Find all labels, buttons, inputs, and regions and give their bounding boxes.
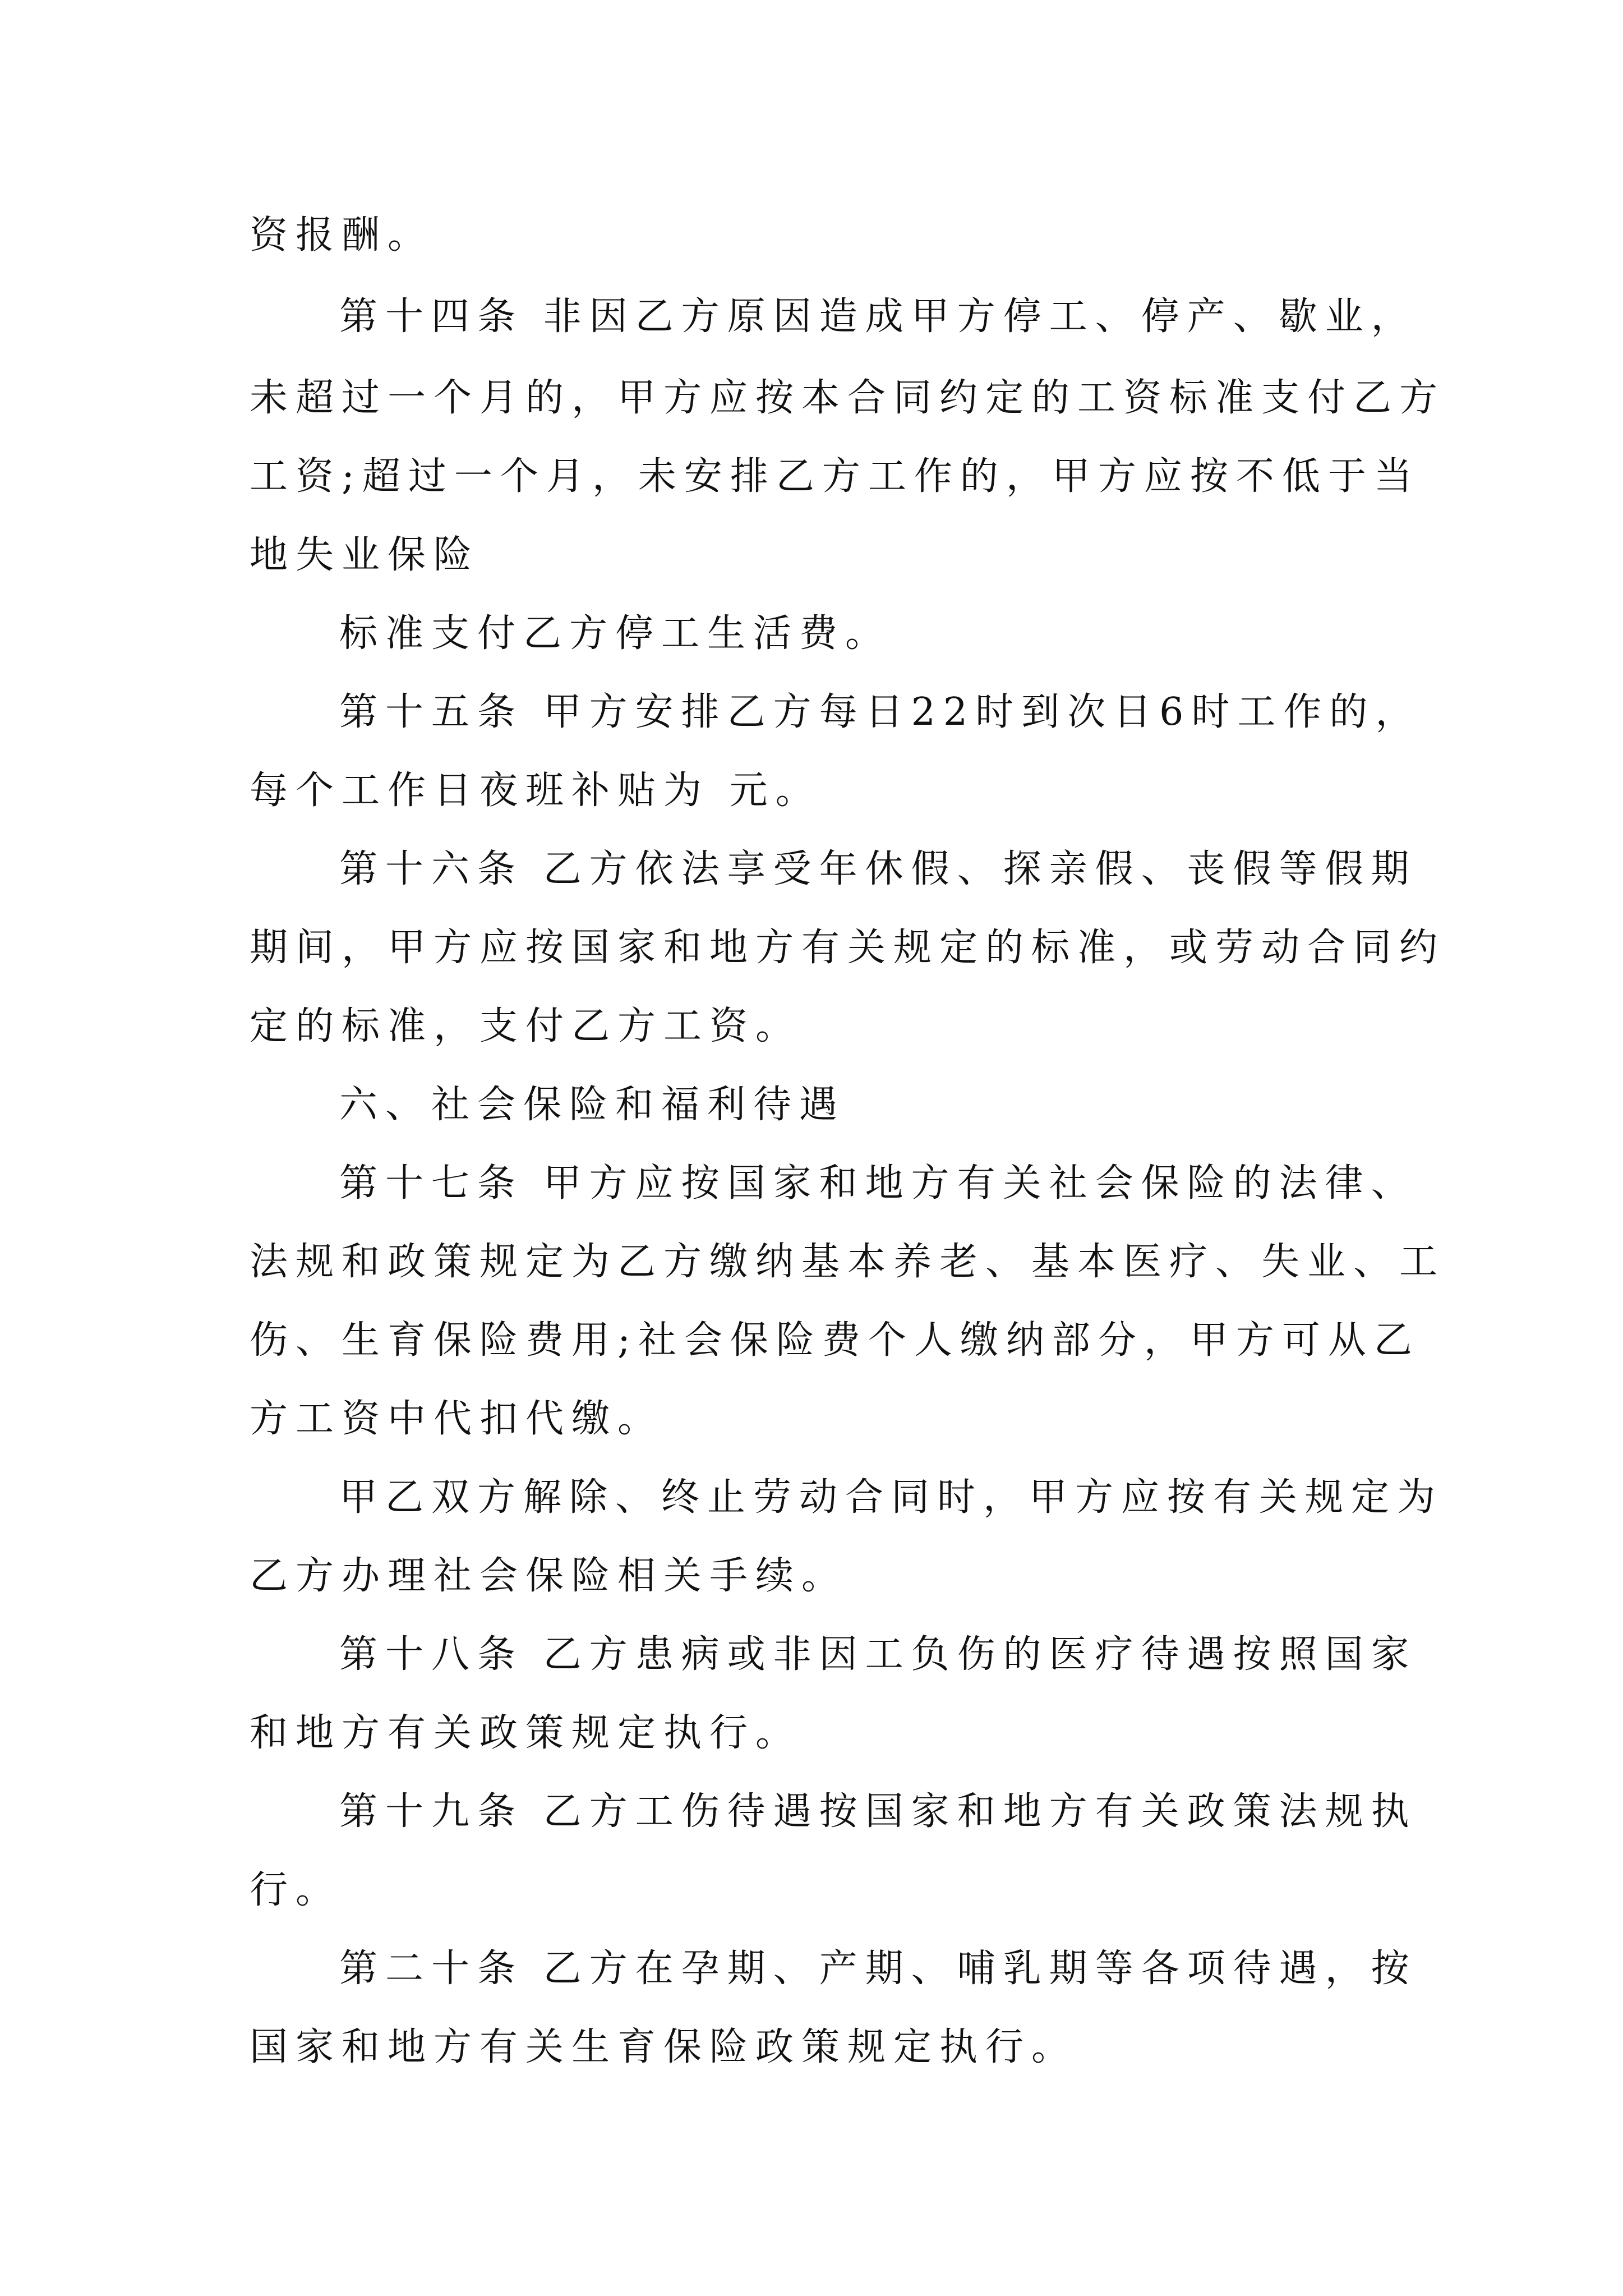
text-line: 期间，甲方应按国家和地方有关规定的标准，或劳动合同约 xyxy=(250,926,1446,970)
text-line: 行。 xyxy=(250,1868,342,1912)
text-line: 乙方办理社会保险相关手续。 xyxy=(250,1554,848,1598)
text-line: 地失业保险 xyxy=(250,533,480,577)
text-line: 和地方有关政策规定执行。 xyxy=(250,1711,802,1755)
article-14-heading-line: 第十四条 非因乙方原因造成甲方停工、停产、歇业， xyxy=(339,295,1417,339)
article-19-heading-line: 第十九条 乙方工伤待遇按国家和地方有关政策法规执 xyxy=(339,1789,1417,1834)
text-line: 甲乙双方解除、终止劳动合同时，甲方应按有关规定为 xyxy=(339,1475,1444,1520)
text-line: 资报酬。 xyxy=(250,213,434,257)
text-line: 工资;超过一个月，未安排乙方工作的，甲方应按不低于当 xyxy=(250,454,1420,499)
article-20-heading-line: 第二十条 乙方在孕期、产期、哺乳期等各项待遇，按 xyxy=(339,1947,1417,1991)
section-6-heading: 六、社会保险和福利待遇 xyxy=(339,1083,846,1127)
text-line: 法规和政策规定为乙方缴纳基本养老、基本医疗、失业、工 xyxy=(250,1240,1446,1284)
text-line: 国家和地方有关生育保险政策规定执行。 xyxy=(250,2025,1078,2069)
article-18-heading-line: 第十八条 乙方患病或非因工负伤的医疗待遇按照国家 xyxy=(339,1632,1417,1677)
text-line: 未超过一个月的，甲方应按本合同约定的工资标准支付乙方 xyxy=(250,376,1446,420)
article-15-heading-line: 第十五条 甲方安排乙方每日22时到次日6时工作的， xyxy=(339,690,1422,734)
article-17-heading-line: 第十七条 甲方应按国家和地方有关社会保险的法律、 xyxy=(339,1161,1417,1205)
text-line: 标准支付乙方停工生活费。 xyxy=(339,611,892,656)
text-line: 伤、生育保险费用;社会保险费个人缴纳部分，甲方可从乙 xyxy=(250,1318,1420,1363)
text-line: 方工资中代扣代缴。 xyxy=(250,1397,664,1441)
article-16-heading-line: 第十六条 乙方依法享受年休假、探亲假、丧假等假期 xyxy=(339,847,1417,891)
text-line: 定的标准，支付乙方工资。 xyxy=(250,1004,802,1048)
text-line: 每个工作日夜班补贴为 元。 xyxy=(250,769,822,813)
